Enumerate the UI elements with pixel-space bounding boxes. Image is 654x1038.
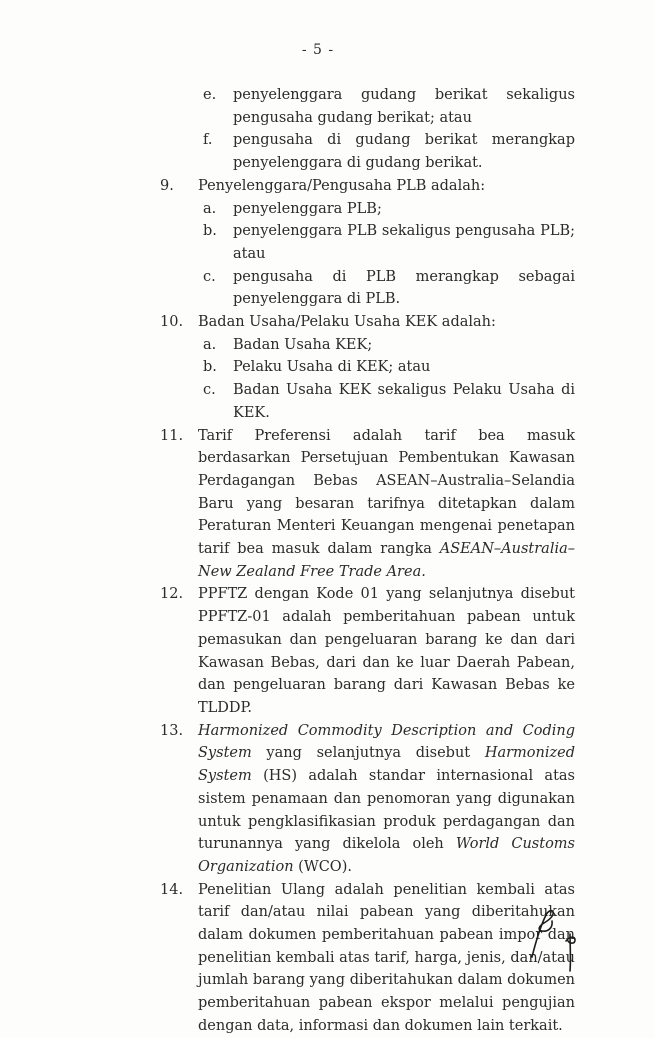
list-item-text: pengusaha di gudang berikat merangkap penyelenggara di gudang berikat. <box>233 132 575 172</box>
text-segment: PPFTZ dengan Kode 01 yang selanjutnya disebut PPFTZ-01 adalah pemberitahuan pabean untuk pemasukan dan pengeluaran barang ke dan dari Kawasan Bebas, dari dan ke luar Daerah Pabean, dan pengeluaran barang dari Kawasan Bebas ke TLDDP. <box>198 586 575 716</box>
list-item-14 <box>160 879 575 1038</box>
list-marker: c. <box>203 382 216 399</box>
list-marker: 12. <box>160 586 184 603</box>
list-item-text: Pelaku Usaha di KEK; atau <box>233 359 431 376</box>
list-item-text <box>198 720 575 879</box>
text-segment: Penelitian Ulang adalah penelitian kembali atas tarif dan/atau nilai pabean yang diberitahukan dalam dokumen pemberitahuan pabean impor dan penelitian kembali atas tarif, harga, jenis, dan/atau jumlah barang yang diberitahukan dalam dokumen pemberitahuan pabean ekspor melalui pengujian dengan data, informasi dan dokumen lain terkait. <box>198 881 575 1034</box>
list-item-text: Badan Usaha/Pelaku Usaha KEK adalah: <box>198 314 496 331</box>
paraf-initials <box>520 903 590 983</box>
list-item-text <box>198 583 575 719</box>
list-item-12 <box>160 583 575 719</box>
text-segment: Tarif Preferensi adalah tarif bea masuk berdasarkan Persetujuan Pembentukan Kawasan Perdagangan Bebas ASEAN–Australia–Selandia Baru yang besaran tarifnya ditetapkan dalam Peraturan Menteri Keuangan mengenai penetapan tarif bea masuk dalam rangka <box>198 427 575 558</box>
list-marker: e. <box>203 87 217 103</box>
page-number: - 5 - <box>301 42 335 58</box>
list-item-text: Penyelenggara/Pengusaha PLB adalah: <box>198 177 486 194</box>
list-marker: b. <box>203 359 217 376</box>
list-item-text: penyelenggara gudang berikat sekaligus pengusaha gudang berikat; atau <box>233 87 575 126</box>
list-item-text: pengusaha di PLB merangkap sebagai penyelenggara di PLB. <box>233 268 575 308</box>
list-item-text: Badan Usaha KEK; <box>233 336 373 353</box>
list-item-9 <box>160 175 575 198</box>
handwritten-initial-mark-1 <box>532 911 553 957</box>
document-body <box>160 84 575 1038</box>
list-item-13 <box>160 720 575 879</box>
list-item-10c <box>160 379 575 424</box>
text-segment: yang selanjutnya disebut <box>251 745 485 762</box>
list-marker: 11. <box>160 427 184 444</box>
list-item-text: penyelenggara PLB sekaligus pengusaha PLB; atau <box>233 223 575 262</box>
list-item-text <box>198 879 575 1038</box>
list-marker: a. <box>203 200 217 217</box>
list-marker: 14. <box>160 881 184 898</box>
list-item-text: Badan Usaha KEK sekaligus Pelaku Usaha di KEK. <box>233 382 575 421</box>
text-segment: (WCO). <box>293 858 352 875</box>
list-marker: 10. <box>160 314 184 331</box>
list-marker: f. <box>203 132 213 149</box>
list-item-text: penyelenggara PLB; <box>233 200 382 217</box>
list-item-9b <box>160 220 575 265</box>
list-item-9c <box>160 266 575 311</box>
list-item-10 <box>160 311 575 334</box>
list-item-text <box>198 425 575 584</box>
list-item-f <box>160 129 575 174</box>
list-marker: a. <box>203 336 217 353</box>
list-marker: b. <box>203 223 217 240</box>
list-item-10a <box>160 334 575 357</box>
list-item-e <box>160 84 575 129</box>
list-item-11 <box>160 425 575 584</box>
text-segment-italic: Harmonized System <box>198 745 575 785</box>
handwritten-initial-mark-2 <box>566 934 575 971</box>
list-marker: 13. <box>160 722 184 739</box>
text-segment-italic: World Customs Organization <box>198 836 575 875</box>
text-segment-italic: ASEAN–Australia–New Zealand Free Trade Area. <box>198 541 575 580</box>
list-marker: c. <box>203 268 216 285</box>
list-item-9a <box>160 198 575 221</box>
text-segment: (HS) adalah standar internasional atas sistem penamaan dan penomoran yang digunakan untuk pengklasifikasian produk perdagangan dan turunannya yang dikelola oleh <box>198 768 575 853</box>
list-item-10b <box>160 356 575 379</box>
text-segment-italic: Harmonized Commodity Description and Coding System <box>198 722 575 762</box>
list-marker: 9. <box>160 177 174 194</box>
